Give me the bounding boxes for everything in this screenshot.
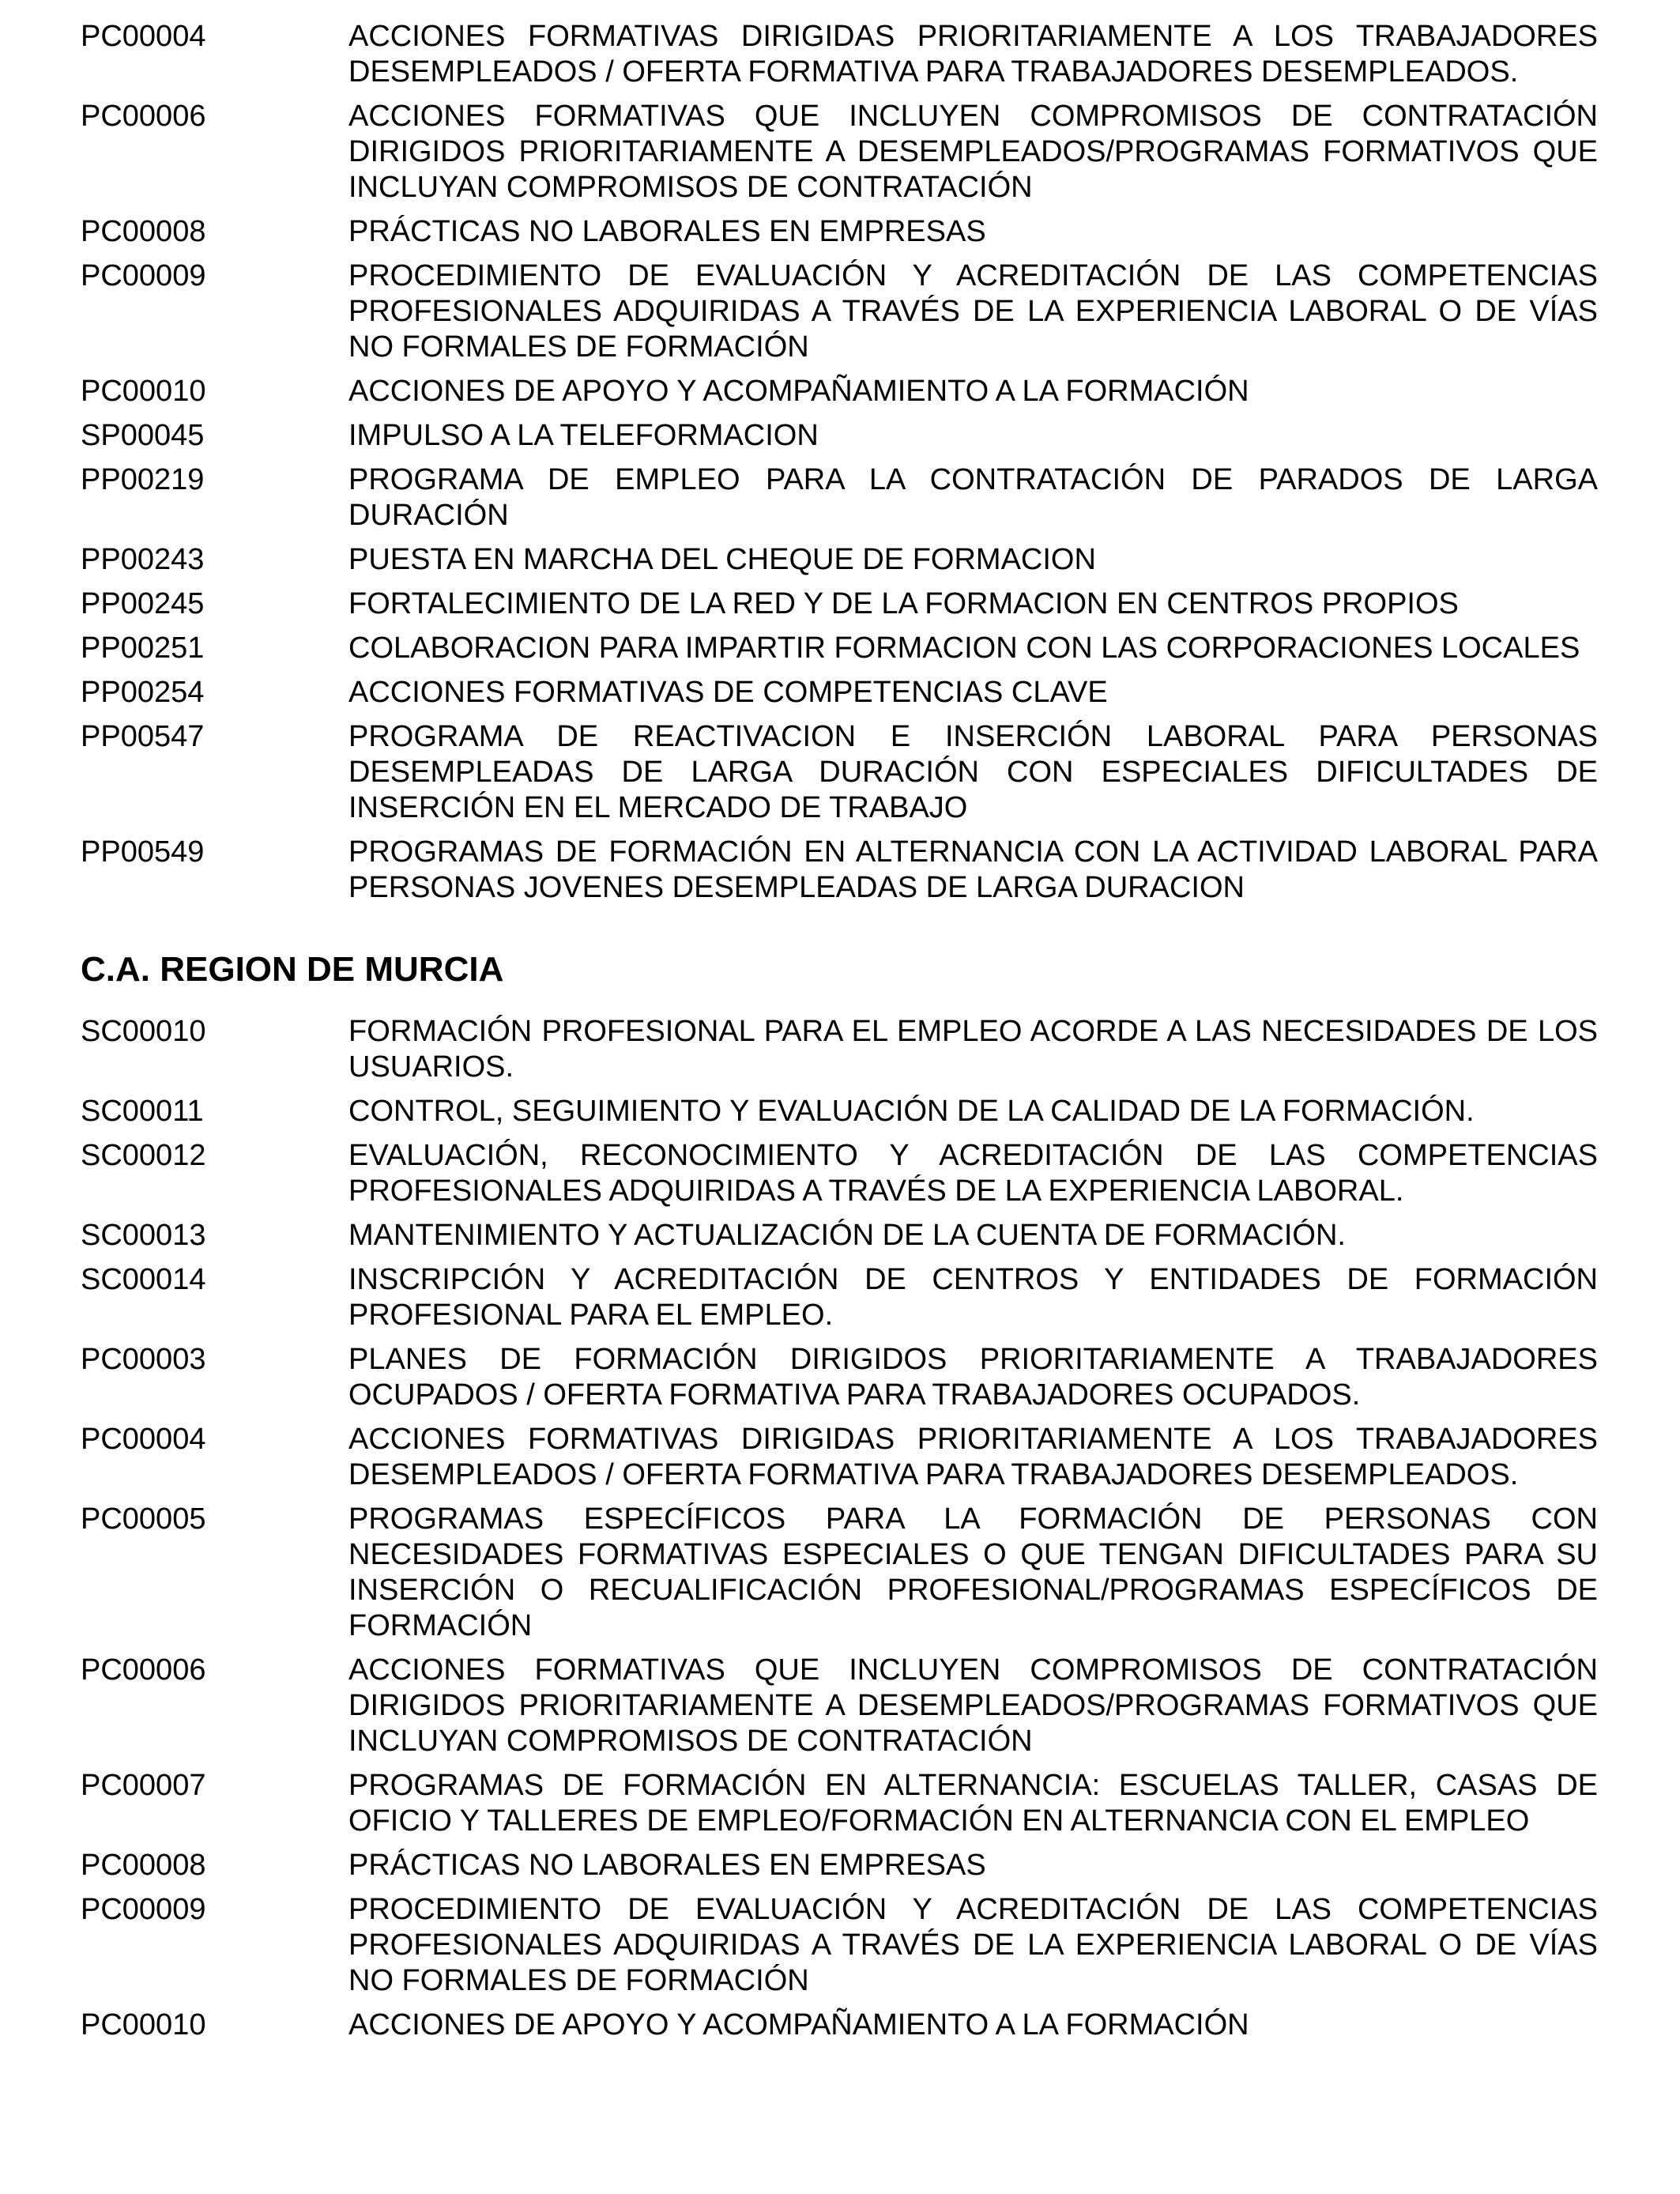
program-row xyxy=(81,1502,1598,1644)
program-code: PC00006 xyxy=(81,1653,206,1687)
program-description: MANTENIMIENTO Y ACTUALIZACIÓN DE LA CUENTA DE FORMACIÓN. xyxy=(348,1219,1346,1252)
program-row xyxy=(81,542,1598,578)
program-code: PP00251 xyxy=(81,631,205,665)
program-row xyxy=(81,99,1598,205)
program-description: PROCEDIMIENTO DE EVALUACIÓN Y ACREDITACIÓN DE LAS COMPETENCIAS PROFESIONALES ADQUIRIDAS A TRAVÉS DE LA EXPERIENCIA LABORAL O DE VÍAS NO FORMALES DE FORMACIÓN xyxy=(348,1893,1598,1997)
program-code: PP00219 xyxy=(81,463,205,496)
program-row xyxy=(81,1848,1598,1883)
program-description: ACCIONES DE APOYO Y ACOMPAÑAMIENTO A LA FORMACIÓN xyxy=(348,375,1249,408)
program-description: PROGRAMAS ESPECÍFICOS PARA LA FORMACIÓN DE PERSONAS CON NECESIDADES FORMATIVAS ESPECIALES O QUE TENGAN DIFICULTADES PARA SU INSERCIÓN O RECUALIFICACIÓN PROFESIONAL/PROGRAMAS ESPECÍFICOS DE FORMACIÓN xyxy=(348,1502,1598,1642)
program-row xyxy=(81,1138,1598,1209)
program-description: COLABORACION PARA IMPARTIR FORMACION CON LAS CORPORACIONES LOCALES xyxy=(348,631,1580,665)
program-code: SC00010 xyxy=(81,1015,206,1048)
program-description: ACCIONES DE APOYO Y ACOMPAÑAMIENTO A LA FORMACIÓN xyxy=(348,2008,1249,2041)
program-code: PC00007 xyxy=(81,1769,206,1802)
program-row xyxy=(81,1342,1598,1413)
program-row xyxy=(81,1218,1598,1253)
program-description: ACCIONES FORMATIVAS DIRIGIDAS PRIORITARIAMENTE A LOS TRABAJADORES DESEMPLEADOS / OFERTA FORMATIVA PARA TRABAJADORES DESEMPLEADOS. xyxy=(348,1423,1598,1491)
program-description: PLANES DE FORMACIÓN DIRIGIDOS PRIORITARIAMENTE A TRABAJADORES OCUPADOS / OFERTA FORMATIVA PARA TRABAJADORES OCUPADOS. xyxy=(348,1343,1598,1412)
program-description: EVALUACIÓN, RECONOCIMIENTO Y ACREDITACIÓN DE LAS COMPETENCIAS PROFESIONALES ADQUIRIDAS A TRAVÉS DE LA EXPERIENCIA LABORAL. xyxy=(348,1139,1598,1208)
program-code: PC00010 xyxy=(81,2008,206,2041)
program-code: PC00005 xyxy=(81,1502,206,1536)
program-description: IMPULSO A LA TELEFORMACION xyxy=(348,419,819,452)
program-code: PC00009 xyxy=(81,259,206,292)
program-description: PROCEDIMIENTO DE EVALUACIÓN Y ACREDITACIÓN DE LAS COMPETENCIAS PROFESIONALES ADQUIRIDAS A TRAVÉS DE LA EXPERIENCIA LABORAL O DE VÍAS NO FORMALES DE FORMACIÓN xyxy=(348,259,1598,364)
program-list-murcia xyxy=(81,1014,1598,2043)
program-row xyxy=(81,835,1598,906)
section-heading: C.A. REGION DE MURCIA xyxy=(81,950,504,989)
program-description: PRÁCTICAS NO LABORALES EN EMPRESAS xyxy=(348,1849,986,1882)
program-row xyxy=(81,214,1598,250)
program-description: PRÁCTICAS NO LABORALES EN EMPRESAS xyxy=(348,215,986,248)
program-code: PP00245 xyxy=(81,587,205,620)
program-description: INSCRIPCIÓN Y ACREDITACIÓN DE CENTROS Y ENTIDADES DE FORMACIÓN PROFESIONAL PARA EL EMPLEO. xyxy=(348,1263,1598,1332)
program-row xyxy=(81,586,1598,622)
program-row xyxy=(81,374,1598,409)
program-code: SC00012 xyxy=(81,1139,206,1172)
program-row xyxy=(81,1014,1598,1085)
program-description: PROGRAMA DE REACTIVACION E INSERCIÓN LABORAL PARA PERSONAS DESEMPLEADAS DE LARGA DURACIÓN CON ESPECIALES DIFICULTADES DE INSERCIÓN EN EL MERCADO DE TRABAJO xyxy=(348,720,1598,824)
program-code: SP00045 xyxy=(81,419,205,452)
program-code: PC00010 xyxy=(81,375,206,408)
program-row xyxy=(81,418,1598,454)
program-row xyxy=(81,1892,1598,1999)
program-row xyxy=(81,1094,1598,1129)
program-row xyxy=(81,631,1598,666)
program-description: ACCIONES FORMATIVAS DIRIGIDAS PRIORITARIAMENTE A LOS TRABAJADORES DESEMPLEADOS / OFERTA FORMATIVA PARA TRABAJADORES DESEMPLEADOS. xyxy=(348,20,1598,89)
program-code: PC00006 xyxy=(81,100,206,133)
program-code: PC00008 xyxy=(81,1849,206,1882)
program-row xyxy=(81,1768,1598,1839)
program-description: ACCIONES FORMATIVAS QUE INCLUYEN COMPROMISOS DE CONTRATACIÓN DIRIGIDOS PRIORITARIAMENTE A DESEMPLEADOS/PROGRAMAS FORMATIVOS QUE INCLUYAN COMPROMISOS DE CONTRATACIÓN xyxy=(348,100,1598,204)
program-code: SC00014 xyxy=(81,1263,206,1296)
program-description: CONTROL, SEGUIMIENTO Y EVALUACIÓN DE LA CALIDAD DE LA FORMACIÓN. xyxy=(348,1095,1475,1128)
program-code: PC00003 xyxy=(81,1343,206,1376)
program-description: PROGRAMAS DE FORMACIÓN EN ALTERNANCIA CON LA ACTIVIDAD LABORAL PARA PERSONAS JOVENES DESEMPLEADAS DE LARGA DURACION xyxy=(348,835,1598,904)
program-row xyxy=(81,1422,1598,1493)
program-code: PP00549 xyxy=(81,835,205,869)
program-code: SC00013 xyxy=(81,1219,206,1252)
program-description: FORTALECIMIENTO DE LA RED Y DE LA FORMACION EN CENTROS PROPIOS xyxy=(348,587,1459,620)
program-description: PROGRAMA DE EMPLEO PARA LA CONTRATACIÓN DE PARADOS DE LARGA DURACIÓN xyxy=(348,463,1598,532)
program-row xyxy=(81,719,1598,826)
program-code: PC00009 xyxy=(81,1893,206,1926)
program-row xyxy=(81,2007,1598,2043)
program-code: PC00008 xyxy=(81,215,206,248)
program-row xyxy=(81,675,1598,711)
program-description: ACCIONES FORMATIVAS DE COMPETENCIAS CLAVE xyxy=(348,676,1108,709)
program-code: PC00004 xyxy=(81,1423,206,1456)
program-row xyxy=(81,258,1598,365)
program-description: PUESTA EN MARCHA DEL CHEQUE DE FORMACION xyxy=(348,543,1096,576)
program-code: PP00254 xyxy=(81,676,205,709)
program-code: PP00243 xyxy=(81,543,205,576)
program-description: PROGRAMAS DE FORMACIÓN EN ALTERNANCIA: ESCUELAS TALLER, CASAS DE OFICIO Y TALLERES DE EMPLEO/FORMACIÓN EN ALTERNANCIA CON EL EMPLEO xyxy=(348,1769,1598,1838)
document-page xyxy=(81,19,1598,2052)
program-code: PP00547 xyxy=(81,720,205,753)
program-row xyxy=(81,1262,1598,1333)
program-description: FORMACIÓN PROFESIONAL PARA EL EMPLEO ACORDE A LAS NECESIDADES DE LOS USUARIOS. xyxy=(348,1015,1598,1084)
program-description: ACCIONES FORMATIVAS QUE INCLUYEN COMPROMISOS DE CONTRATACIÓN DIRIGIDOS PRIORITARIAMENTE A DESEMPLEADOS/PROGRAMAS FORMATIVOS QUE INCLUYAN COMPROMISOS DE CONTRATACIÓN xyxy=(348,1653,1598,1758)
program-row xyxy=(81,1653,1598,1759)
program-row xyxy=(81,462,1598,533)
program-code: PC00004 xyxy=(81,20,206,53)
program-code: SC00011 xyxy=(81,1095,204,1128)
program-list-continued xyxy=(81,19,1598,906)
program-row xyxy=(81,19,1598,90)
